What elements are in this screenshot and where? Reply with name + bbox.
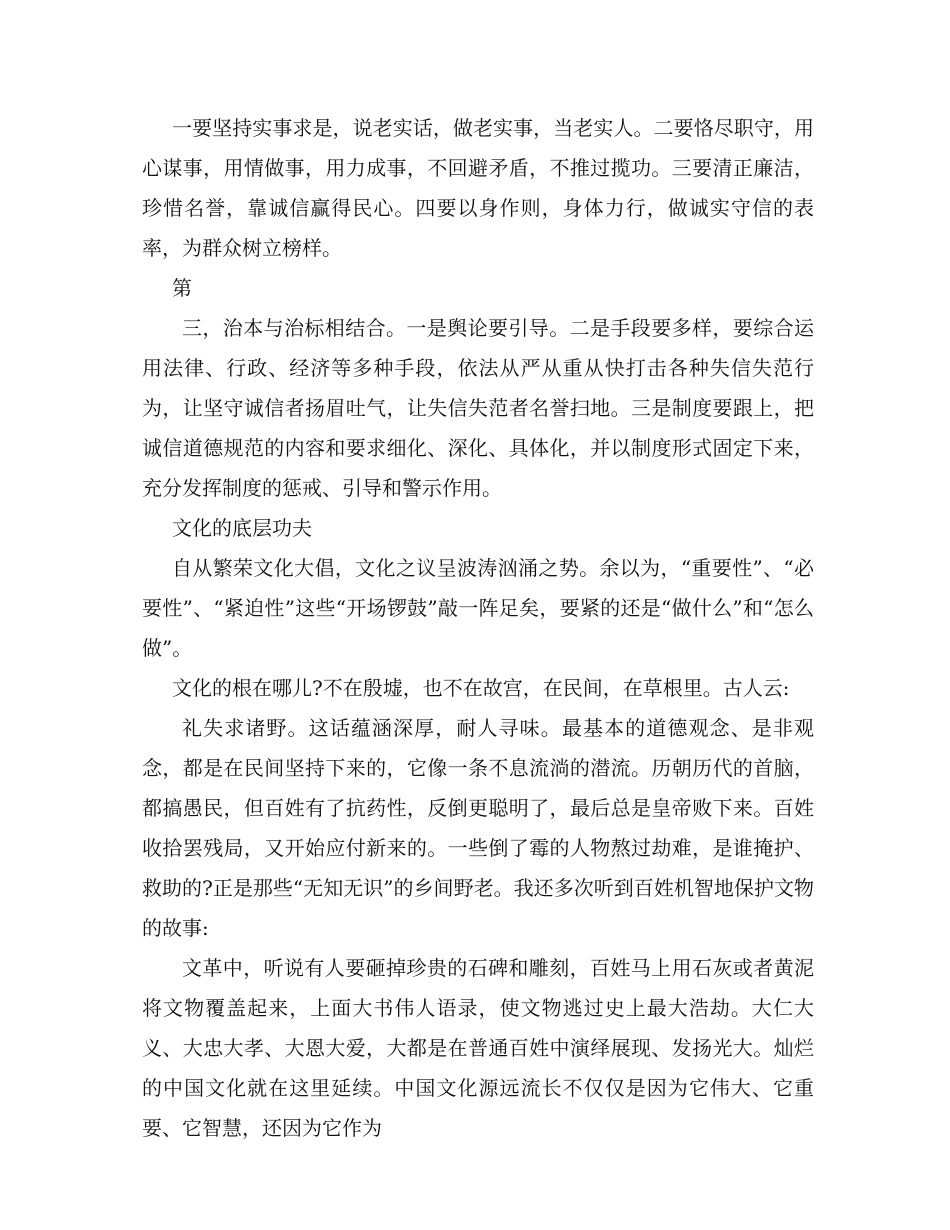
document-page [142, 108, 814, 1148]
section-heading: 文化的底层功夫 [172, 516, 312, 540]
paragraph-1: 一要坚持实事求是，说老实话，做老实事，当老实人。二要恪尽职守，用心谋事，用情做事，用力成事，不回避矛盾，不推过揽功。三要清正廉洁，珍惜名誉，靠诚信赢得民心。四要以身作则，身体力行，做诚实守信的表率，为群众树立榜样。 [142, 116, 814, 260]
paragraph-7: 礼失求诸野。这话蕴涵深厚，耐人寻味。最基本的道德观念、是非观念，都是在民间坚持下来的，它像一条不息流淌的潜流。历朝历代的首脑，都搞愚民，但百姓有了抗药性，反倒更聪明了，最后总是皇帝败下来。百姓收拾罢残局，又开始应付新来的。一些倒了霉的人物熬过劫难，是谁掩护、救助的?正是那些“无知无识”的乡间野老。我还多次听到百姓机智地保护文物的故事: [142, 716, 814, 940]
paragraph-8: 文革中，听说有人要砸掉珍贵的石碑和雕刻，百姓马上用石灰或者黄泥将文物覆盖起来，上面大书伟人语录，使文物逃过史上最大浩劫。大仁大义、大忠大孝、大恩大爱，大都是在普通百姓中演绎展现、发扬光大。灿烂的中国文化就在这里延续。中国文化源远流长不仅仅是因为它伟大、它重要、它智慧，还因为它作为 [142, 956, 814, 1140]
paragraph-5: 自从繁荣文化大倡，文化之议呈波涛汹涌之势。余以为，“重要性”、“必要性”、“紧迫性”这些“开场锣鼓”敲一阵足矣，要紧的还是“做什么”和“怎么做”。 [142, 556, 814, 660]
paragraph-6: 文化的根在哪儿?不在殷墟，也不在故宫，在民间，在草根里。古人云: [172, 676, 790, 700]
paragraph-3: 三，治本与治标相结合。一是舆论要引导。二是手段要多样，要综合运用法律、行政、经济等多种手段，依法从严从重从快打击各种失信失范行为，让坚守诚信者扬眉吐气，让失信失范者名誉扫地。三是制度要跟上，把诚信道德规范的内容和要求细化、深化、具体化，并以制度形式固定下来，充分发挥制度的惩戒、引导和警示作用。 [142, 316, 814, 500]
paragraph-2: 第 [172, 276, 192, 300]
